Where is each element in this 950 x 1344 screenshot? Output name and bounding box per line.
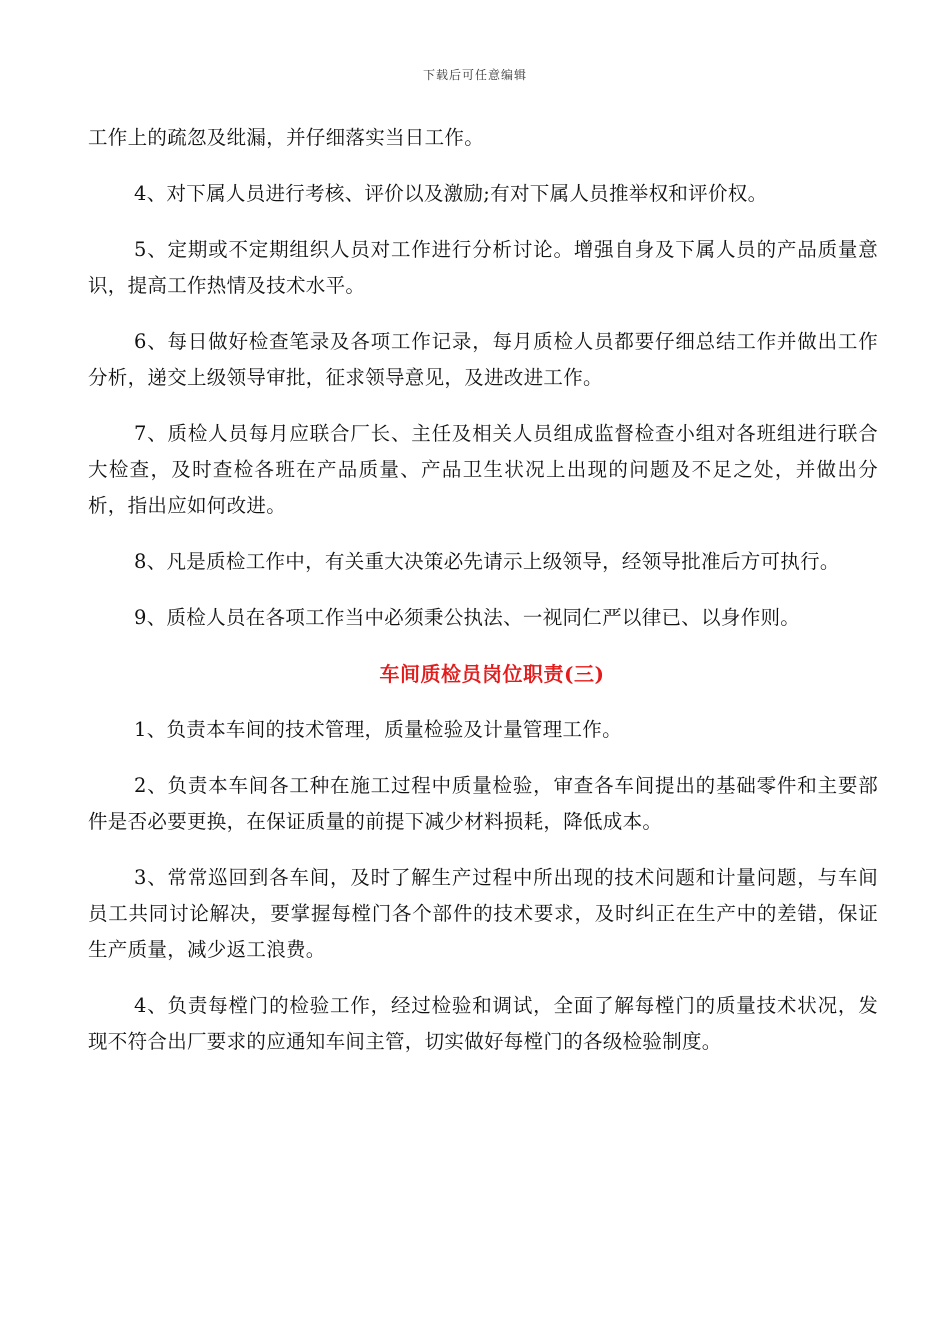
duty-item-6: 6、每日做好检查笔录及各项工作记录，每月质检人员都要仔细总结工作并做出工作分析，递交上级领导审批，征求领导意见，及进改进工作。 — [88, 330, 878, 389]
section-title: 车间质检员岗位职责(三) — [379, 662, 605, 686]
continuation-paragraph: 工作上的疏忽及纰漏，并仔细落实当日工作。 — [88, 126, 485, 149]
section3-item-4: 4、负责每樘门的检验工作，经过检验和调试，全面了解每樘门的质量技术状况，发现不符合出厂要求的应通知车间主管，切实做好每樘门的各级检验制度。 — [88, 994, 878, 1053]
duty-item-7: 7、质检人员每月应联合厂长、主任及相关人员组成监督检查小组对各班组进行联合大检查，及时查检各班在产品质量、产品卫生状况上出现的问题及不足之处，并做出分析，指出应如何改进。 — [88, 422, 878, 517]
section3-item-2: 2、负责本车间各工种在施工过程中质量检验，审查各车间提出的基础零件和主要部件是否必要更换，在保证质量的前提下减少材料损耗，降低成本。 — [88, 774, 878, 833]
duty-item-8: 8、凡是质检工作中，有关重大决策必先请示上级领导，经领导批准后方可执行。 — [134, 550, 840, 573]
section3-item-3: 3、常常巡回到各车间，及时了解生产过程中所出现的技术问题和计量问题，与车间员工共同讨论解决，要掌握每樘门各个部件的技术要求，及时纠正在生产中的差错，保证生产质量，减少返工浪费。 — [88, 866, 878, 961]
header-note: 下载后可任意编辑 — [422, 68, 527, 82]
duty-item-5: 5、定期或不定期组织人员对工作进行分析讨论。增强自身及下属人员的产品质量意识，提高工作热情及技术水平。 — [88, 238, 878, 297]
document-body — [88, 120, 878, 1080]
section3-item-1: 1、负责本车间的技术管理，质量检验及计量管理工作。 — [134, 718, 622, 741]
duty-item-9: 9、质检人员在各项工作当中必须秉公执法、一视同仁严以律已、以身作则。 — [134, 606, 801, 629]
duty-item-4: 4、对下属人员进行考核、评价以及激励;有对下属人员推举权和评价权。 — [134, 182, 768, 205]
